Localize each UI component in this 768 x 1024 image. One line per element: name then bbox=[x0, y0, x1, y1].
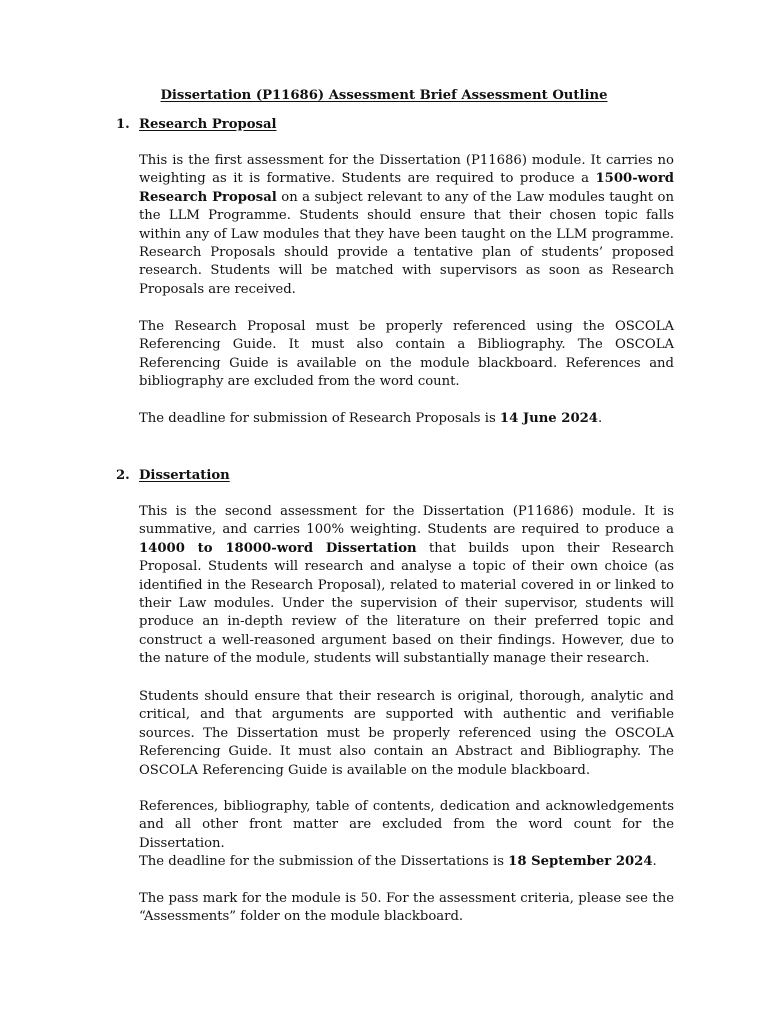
paragraph-research-proposal-referencing: The Research Proposal must be properly referenced using the OSCOLA Referencing Guide. It must also contain a Bibliography. The OSCOLA Referencing Guide is available on the module blackboard. References and bibliography are excluded from the word count. bbox=[139, 319, 674, 390]
paragraph-text: . bbox=[652, 854, 657, 869]
section-heading-text: Dissertation bbox=[139, 468, 230, 483]
section-number: 2. bbox=[116, 468, 130, 483]
paragraph-text: on a subject relevant to any of the Law modules taught on the LLM Programme. Students should ensure that their chosen topic falls within any of Law modules that they have been taught on the LLM programme. Research Proposals should provide a tentative plan of students’ proposed research. Students will be matched with supervisors as soon as Research Proposals are received. bbox=[139, 189, 674, 297]
section-number: 1. bbox=[116, 117, 130, 132]
paragraph-pass-mark: The pass mark for the module is 50. For the assessment criteria, please see the “Assessments” folder on the module blackboard. bbox=[139, 891, 674, 925]
paragraph-dissertation-deadline bbox=[139, 853, 674, 871]
document-title: Dissertation (P11686) Assessment Brief Assessment Outline bbox=[160, 88, 608, 103]
paragraph-text: This is the second assessment for the Dissertation (P11686) module. It is summative, and carries 100% weighting. Students are required to produce a bbox=[139, 504, 674, 538]
paragraph-text: that builds upon their Research Proposal. Students will research and analyse a topic of their own choice (as identified in the Research Proposal), related to material covered in or linked to their Law modules. Under the supervision of their supervisor, students will produce an in-depth review of the literature on their preferred topic and construct a well-reasoned argument based on their findings. However, due to the nature of the module, students will substantially manage their research. bbox=[139, 540, 674, 667]
paragraph-text: The deadline for submission of Research Proposals is bbox=[139, 411, 500, 426]
paragraph-text: This is the first assessment for the Dissertation (P11686) module. It carries no weighting as it is formative. Students are required to produce a bbox=[139, 153, 674, 187]
paragraph-dissertation-intro bbox=[139, 503, 674, 669]
paragraph-dissertation-word-count: References, bibliography, table of contents, dedication and acknowledgements and all other front matter are excluded from the word count for the Dissertation. bbox=[139, 799, 674, 851]
paragraph-bold-text: 1500-word Research Proposal bbox=[139, 171, 674, 205]
paragraph-research-proposal-intro bbox=[139, 152, 674, 299]
paragraph-text: The deadline for the submission of the Dissertations is bbox=[139, 854, 509, 869]
deadline-date: 18 September 2024 bbox=[508, 854, 653, 869]
paragraph-dissertation-originality: Students should ensure that their research is original, thorough, analytic and critical, and that arguments are supported with authentic and verifiable sources. The Dissertation must be properly referenced using the OSCOLA Referencing Guide. It must also contain an Abstract and Bibliography. The OSCOLA Referencing Guide is available on the module blackboard. bbox=[139, 689, 674, 778]
paragraph-text: . bbox=[597, 411, 603, 426]
deadline-date: 14 June 2024 bbox=[499, 411, 598, 426]
section-heading-text: Research Proposal bbox=[139, 117, 277, 132]
section-heading-research-proposal bbox=[116, 116, 277, 134]
section-heading-dissertation bbox=[116, 467, 230, 485]
paragraph-research-proposal-deadline bbox=[139, 410, 674, 428]
paragraph-bold-text: 14000 to 18000-word Dissertation bbox=[139, 540, 417, 556]
